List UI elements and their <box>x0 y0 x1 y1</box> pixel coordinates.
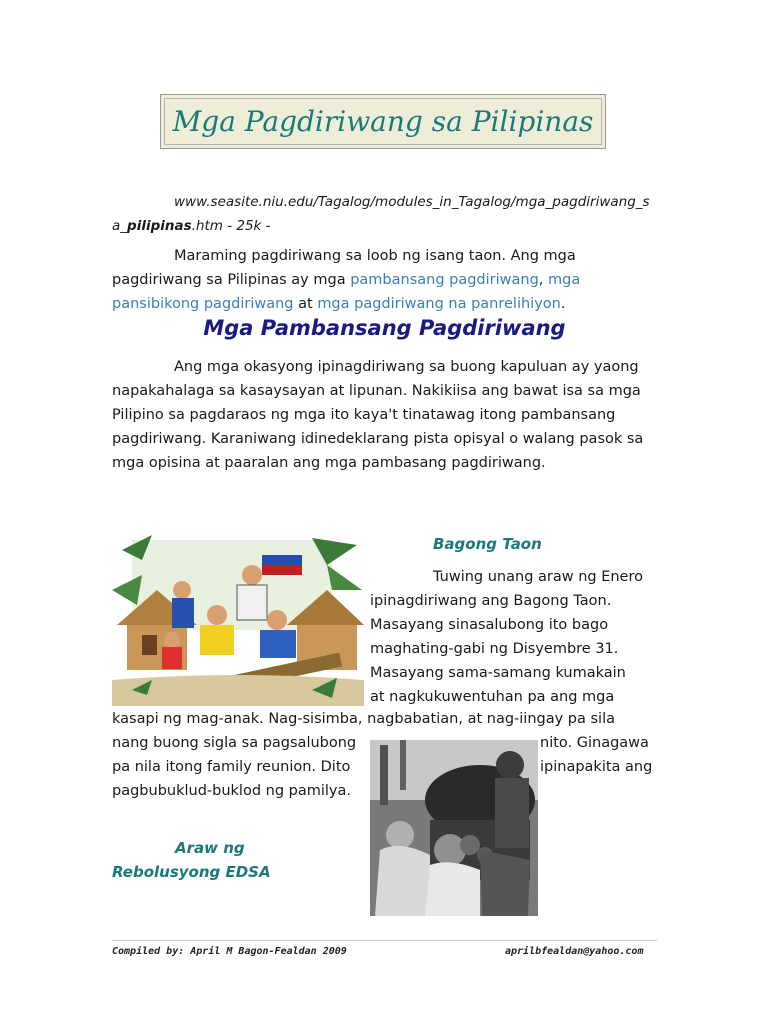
bagong-line-4: maghating-gabi ng Disyembre 31. <box>370 641 619 657</box>
bagong-line-8-right: nito. Ginagawa <box>540 735 649 751</box>
intro-sep-2: at <box>293 296 318 312</box>
edsa-heading <box>112 836 271 884</box>
section-heading: Mga Pambansang Pagdiriwang <box>203 316 566 340</box>
footer-email[interactable]: aprilbfealdan@yahoo.com <box>505 946 644 957</box>
bagong-line-5: Masayang sama-samang kumakain <box>370 665 626 681</box>
footer-credit: Compiled by: April M Bagon-Fealdan 2009 <box>112 946 347 957</box>
intro-end: . <box>560 296 566 312</box>
bagong-taon-text <box>370 565 670 709</box>
bagong-taon-heading: Bagong Taon <box>433 535 542 553</box>
intro-sep-1: , <box>538 272 549 288</box>
section-body-text: Ang mga okasyong ipinagdiriwang sa buong kapuluan ay yaong napakahalaga sa kasaysayan at lipunan. Nakikiisa ang bawat isa sa mga Pilipino sa pagdaraos ng mga ito kaya't tinatawag itong pambansang pagdiriwang. Karaniwang idinedeklarang pista opisyal o walang pasok sa mga opisina at paaralan ang mga pambasang pagdiriwang. <box>112 359 644 471</box>
bagong-line-2: ipinagdiriwang ang Bagong Taon. <box>370 593 612 609</box>
bagong-line-10: pagbubuklud-buklod ng pamilya. <box>112 783 351 799</box>
bagong-line-3: Masayang sinasalubong ito bago <box>370 617 609 633</box>
edsa-photo <box>370 740 538 916</box>
url-part-2: a_ <box>112 218 128 234</box>
edsa-heading-line-2: Rebolusyong EDSA <box>112 863 271 881</box>
url-bold-part: pilipinas <box>127 218 192 234</box>
bagong-line-6: at nagkukuwentuhan pa ang mga <box>370 689 615 705</box>
festival-illustration <box>112 530 364 706</box>
bagong-line-7: kasapi ng mag-anak. Nag-sisimba, nagbabatian, at nag-iingay pa sila <box>112 711 615 727</box>
link-pambansang[interactable]: pambansang pagdiriwang <box>350 272 539 288</box>
section-body <box>112 355 657 475</box>
url-part-1: www.seasite.niu.edu/Tagalog/modules_in_Tagalog/mga_pagdiriwang_s <box>174 194 650 210</box>
intro-text: Maraming pagdiriwang sa loob ng isang taon. Ang mga pagdiriwang sa Pilipinas ay mga <box>112 248 576 288</box>
footer-divider <box>112 940 657 941</box>
link-pansibikong[interactable]: mga pansibikong pagdiriwang <box>112 272 581 312</box>
intro-paragraph <box>112 244 657 316</box>
title-box <box>160 94 606 149</box>
bagong-line-9-right: ipinapakita ang <box>540 759 653 775</box>
link-panrelihiyon[interactable]: mga pagdiriwang na panrelihiyon <box>317 296 561 312</box>
bagong-line-8-left: nang buong sigla sa pagsalubong <box>112 735 357 751</box>
url-suffix: .htm - 25k - <box>191 218 271 234</box>
edsa-heading-line-1: Araw ng <box>175 839 245 857</box>
source-url[interactable] <box>112 190 657 238</box>
bagong-line-9-left: pa nila itong family reunion. Dito <box>112 759 351 775</box>
page-title: Mga Pagdiriwang sa Pilipinas <box>172 105 594 138</box>
bagong-line-1: Tuwing unang araw ng Enero <box>433 569 643 585</box>
